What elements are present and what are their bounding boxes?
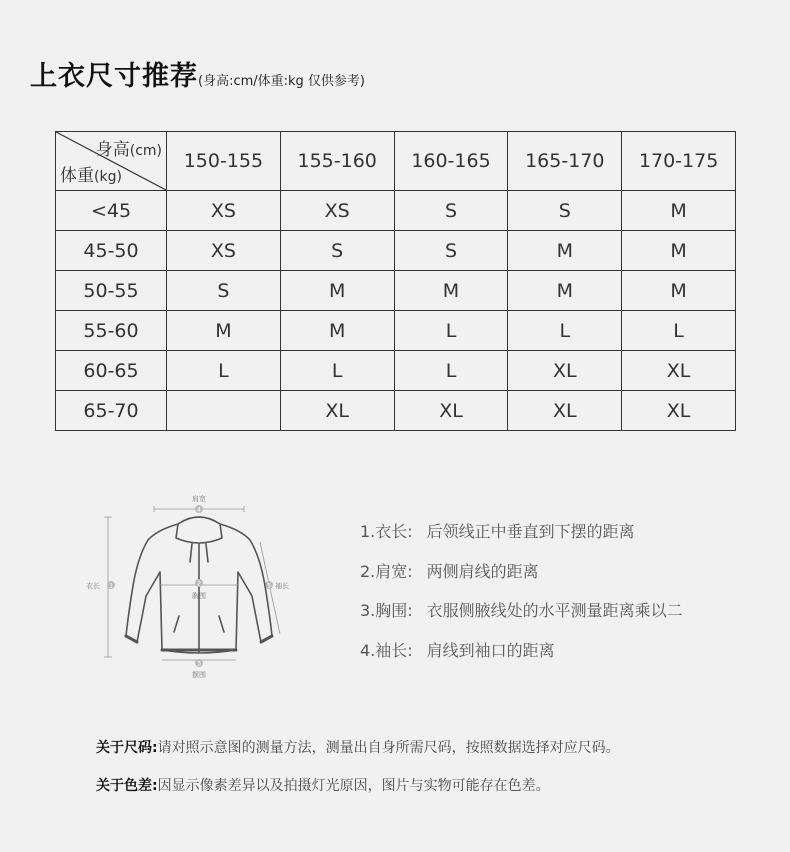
table-cell: XS <box>280 191 394 231</box>
table-cell: XL <box>280 391 394 431</box>
table-cell: L <box>280 351 394 391</box>
row-header: 55-60 <box>56 311 167 351</box>
table-cell <box>167 391 281 431</box>
page-title <box>30 54 365 93</box>
note-color: 关于色差:因显示像素差异以及拍摄灯光原因，图片与实物可能存在色差。 <box>96 778 550 794</box>
hem-label: 摆围 <box>192 671 206 679</box>
note-size: 关于尺码:请对照示意图的测量方法，测量出自身所需尺码，按照数据选择对应尺码。 <box>96 740 620 756</box>
table-cell: M <box>280 271 394 311</box>
measure-item: 2.肩宽: 两侧肩线的距离 <box>360 561 539 581</box>
column-header: 170-175 <box>622 132 736 191</box>
table-cell: XS <box>167 231 281 271</box>
svg-text:2: 2 <box>197 580 201 588</box>
table-cell: S <box>508 191 622 231</box>
table-cell: L <box>394 351 508 391</box>
table-row <box>56 351 736 391</box>
measure-item: 4.袖长: 肩线到袖口的距离 <box>360 640 555 660</box>
sleeve-label: 袖长 <box>275 582 289 590</box>
table-cell: L <box>167 351 281 391</box>
row-header: <45 <box>56 191 167 231</box>
hoodie-measurement-diagram <box>82 492 312 682</box>
row-header: 65-70 <box>56 391 167 431</box>
chest-label: 胸围 <box>192 592 206 600</box>
column-header: 160-165 <box>394 132 508 191</box>
table-cell: XL <box>622 351 736 391</box>
table-cell: M <box>622 191 736 231</box>
table-row <box>56 311 736 351</box>
hem-measure <box>162 659 236 679</box>
table-cell: M <box>622 231 736 271</box>
row-header: 50-55 <box>56 271 167 311</box>
shoulder-label: 肩宽 <box>192 495 206 503</box>
notes <box>96 737 620 813</box>
row-header: 60-65 <box>56 351 167 391</box>
sleeve-measure <box>260 542 289 634</box>
table-header-row <box>56 132 736 191</box>
table-cell: XL <box>508 351 622 391</box>
measure-item: 1.衣长: 后领线正中垂直到下摆的距离 <box>360 522 635 541</box>
table-cell: L <box>622 311 736 351</box>
table-cell: L <box>508 311 622 351</box>
corner-header <box>56 132 167 191</box>
column-header: 150-155 <box>167 132 281 191</box>
body-length-label: 衣长 <box>86 582 100 590</box>
table-cell: XL <box>508 391 622 431</box>
svg-text:1: 1 <box>109 582 113 590</box>
row-header: 45-50 <box>56 231 167 271</box>
table-cell: XS <box>167 191 281 231</box>
column-header: 165-170 <box>508 132 622 191</box>
table-row <box>56 231 736 271</box>
table-cell: L <box>394 311 508 351</box>
corner-height-label: 身高(cm) <box>95 140 162 160</box>
corner-weight-label: 体重(kg) <box>60 166 122 186</box>
title-subtitle: (身高:cm/体重:kg 仅供参考) <box>198 74 366 89</box>
shoulder-measure <box>154 494 244 514</box>
column-header: 155-160 <box>280 132 394 191</box>
table-cell: M <box>167 311 281 351</box>
table-cell: M <box>508 271 622 311</box>
table-cell: S <box>394 191 508 231</box>
table-cell: M <box>394 271 508 311</box>
table-cell: M <box>508 231 622 271</box>
table-cell: XL <box>394 391 508 431</box>
measure-item: 3.胸围: 衣服侧腋线处的水平测量距离乘以二 <box>360 601 683 620</box>
table-row <box>56 271 736 311</box>
title-main: 上衣尺寸推荐 <box>30 61 198 92</box>
svg-text:3: 3 <box>197 660 201 668</box>
table-cell: S <box>167 271 281 311</box>
svg-text:5: 5 <box>267 582 271 590</box>
svg-text:4: 4 <box>197 506 201 514</box>
size-table <box>55 131 736 431</box>
table-row <box>56 391 736 431</box>
table-cell: M <box>280 311 394 351</box>
table-cell: XL <box>622 391 736 431</box>
body-length-measure <box>86 517 115 657</box>
table-cell: S <box>280 231 394 271</box>
measurement-instructions <box>360 518 683 676</box>
table-row <box>56 191 736 231</box>
table-cell: M <box>622 271 736 311</box>
table-cell: S <box>394 231 508 271</box>
